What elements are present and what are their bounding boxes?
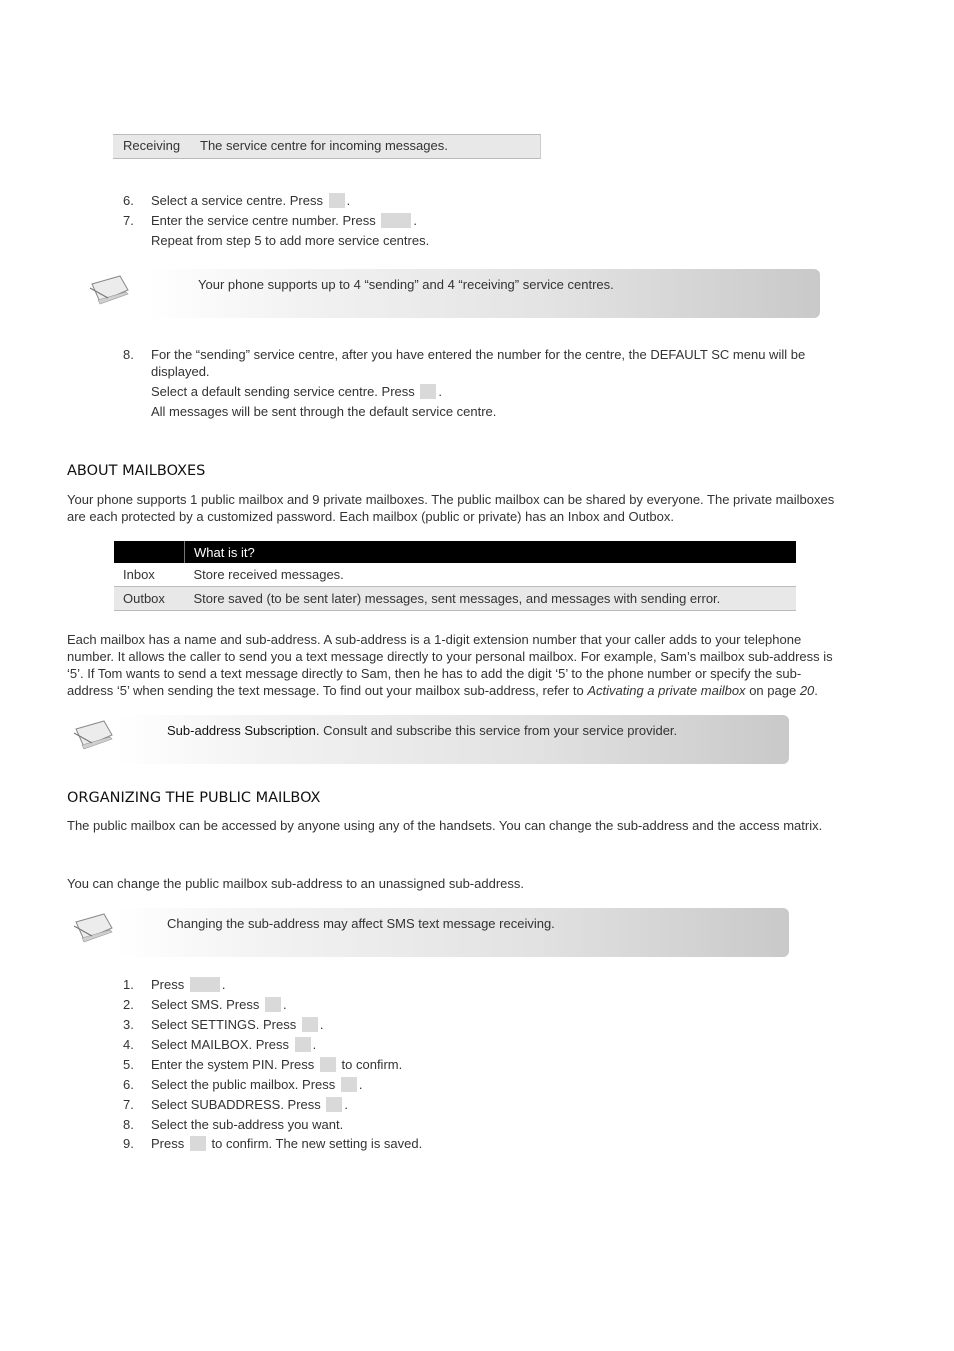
note-icon xyxy=(68,717,116,757)
mailbox-table xyxy=(114,541,796,611)
ok-key-icon xyxy=(265,997,281,1012)
table-row: Inbox Store received messages. xyxy=(114,563,796,587)
step-3: 3. Select SETTINGS. Press . xyxy=(123,1017,324,1032)
step-7: 7. Enter the service centre number. Press . xyxy=(123,213,417,228)
step-8-line2: displayed. xyxy=(151,364,210,379)
ok-key-icon xyxy=(341,1077,357,1092)
step-8: 8. For the “sending” service centre, after you have entered the number for the centre, the DEFAULT SC menu will be xyxy=(123,347,806,362)
note-icon xyxy=(84,272,132,312)
note-text: Changing the sub-address may affect SMS text message receiving. xyxy=(167,916,555,931)
about-para-2: Each mailbox has a name and sub-address. A sub-address is a 1-digit extension number that your caller adds to your telephone number. It allows the caller to send you a text message directly to your personal mailbox. For example, Sam’s mailbox sub-address is ‘5’. If Tom wants to send a text message directly to Sam, then he has to add the digit ‘5’ to the phone number or specify the sub- address ‘5’ when sending the text message. To find out your mailbox sub-address, refer to Activating a private mailbox on page 20. xyxy=(67,632,833,698)
ok-key-icon xyxy=(420,384,436,399)
organizing-para-1: The public mailbox can be accessed by anyone using any of the handsets. You can change the sub-address and the access matrix. xyxy=(67,818,823,833)
step-2: 2. Select SMS. Press . xyxy=(123,997,287,1012)
receiving-desc: The service centre for incoming messages. xyxy=(200,138,448,153)
receiving-table xyxy=(113,134,541,159)
menu-key-icon xyxy=(190,977,220,992)
receiving-label: Receiving xyxy=(123,138,181,153)
note-text: Your phone supports up to 4 “sending” and 4 “receiving” service centres. xyxy=(198,277,614,292)
note-box xyxy=(116,908,789,957)
ok-key-icon xyxy=(326,1097,342,1112)
ok-key-icon xyxy=(329,193,345,208)
note-box: Sub-address Subscription. Consult and subscribe this service from your service provider. xyxy=(116,715,789,764)
ok-key-icon xyxy=(190,1136,206,1151)
about-para-1: Your phone supports 1 public mailbox and 9 private mailboxes. The public mailbox can be shared by everyone. The private mailboxes are each protected by a customized password. Each mailbox (public or private) has an Inbox and Outbox. xyxy=(67,492,835,524)
step-7: 7. Select SUBADDRESS. Press . xyxy=(123,1097,349,1112)
organizing-para-2: You can change the public mailbox sub-address to an unassigned sub-address. xyxy=(67,876,524,891)
step-6: 6. Select the public mailbox. Press . xyxy=(123,1077,363,1092)
step-8-line3: Select a default sending service centre. Press . xyxy=(151,384,443,399)
ok-key-icon xyxy=(295,1037,311,1052)
ok-key-icon xyxy=(302,1017,318,1032)
step-5: 5. Enter the system PIN. Press to confirm. xyxy=(123,1057,403,1072)
step-1: 1. Press . xyxy=(123,977,226,992)
note-bold: Sub-address Subscription. xyxy=(167,723,320,738)
step-8-line4: All messages will be sent through the default service centre. xyxy=(151,404,497,419)
about-mailboxes-heading: ABOUT MAILBOXES xyxy=(67,463,206,479)
save-key-icon xyxy=(381,213,411,228)
ok-key-icon xyxy=(320,1057,336,1072)
note-icon xyxy=(68,910,116,950)
organizing-heading: ORGANIZING THE PUBLIC MAILBOX xyxy=(67,790,321,806)
step-6: 6. Select a service centre. Press . xyxy=(123,193,351,208)
page-reference: Activating a private mailbox xyxy=(587,683,746,698)
table-row: Outbox Store saved (to be sent later) messages, sent messages, and messages with sending error. xyxy=(114,587,796,611)
step-9: 9. Press to confirm. The new setting is saved. xyxy=(123,1136,423,1151)
repeat-text: Repeat from step 5 to add more service centres. xyxy=(151,233,430,248)
table-header: What is it? xyxy=(194,544,255,560)
step-4: 4. Select MAILBOX. Press . xyxy=(123,1037,317,1052)
note-box xyxy=(148,269,820,318)
step-8: 8. Select the sub-address you want. xyxy=(123,1117,344,1132)
